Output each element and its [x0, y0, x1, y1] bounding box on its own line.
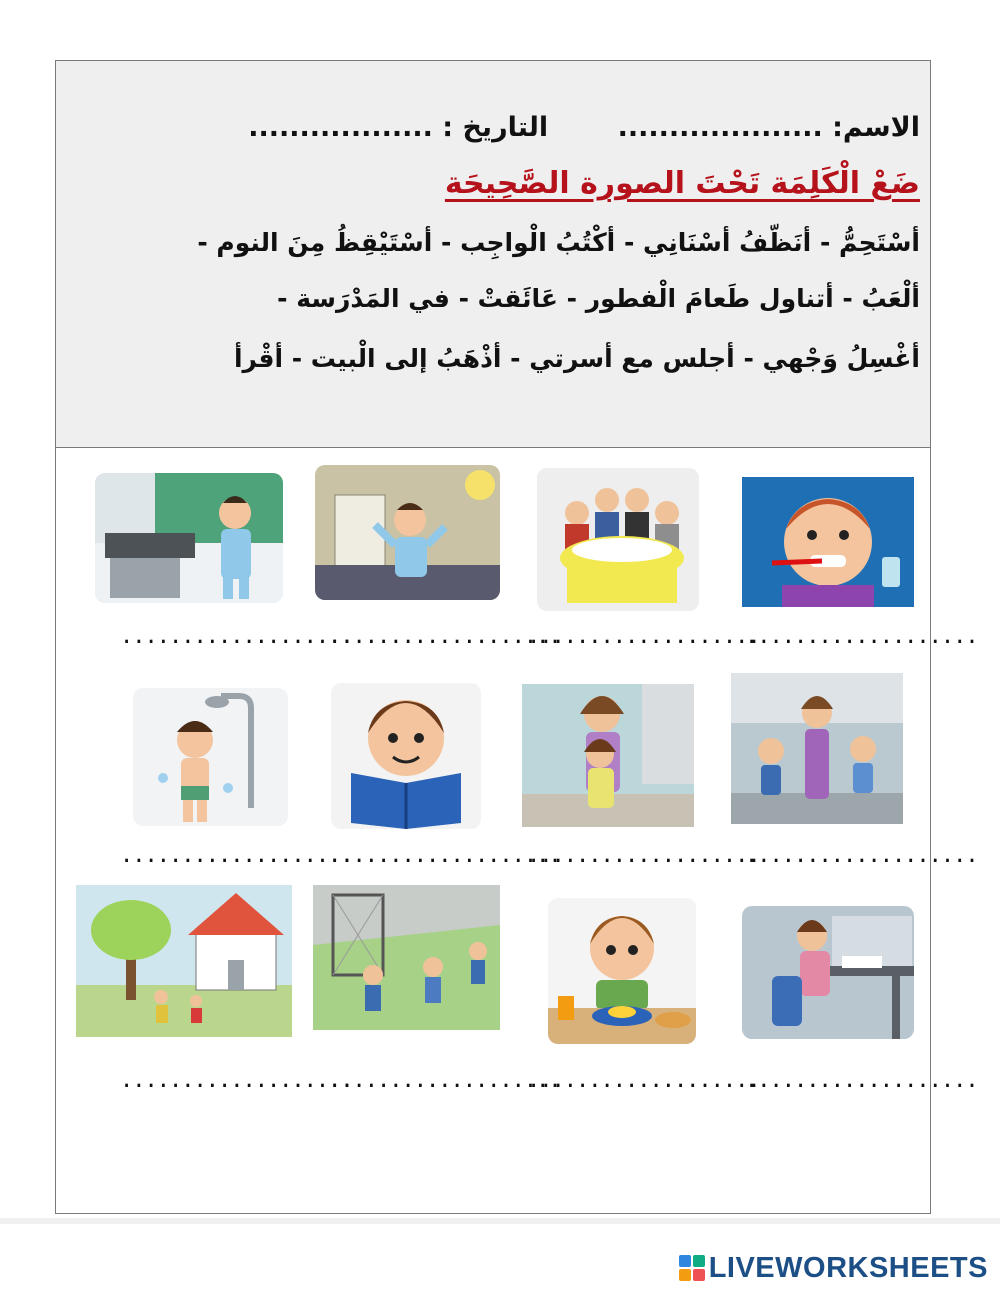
boy-eating-breakfast-picture [548, 898, 696, 1044]
answer-blank[interactable]: ................... [120, 624, 353, 649]
name-label: الاسم: .................... [617, 112, 920, 143]
boy-doing-homework-picture [742, 906, 914, 1039]
answer-blank[interactable]: ................... [120, 1068, 353, 1093]
answer-blank[interactable]: ................... [527, 624, 760, 649]
boy-washing-face-picture [95, 473, 283, 603]
answer-blank[interactable]: ................... [527, 1068, 760, 1093]
word-bank-line-3: أغْسِلُ وَجْهي - أجلس مع أسرتي - أذْهَبُ إلى الْبيت - أقْرأ [233, 344, 920, 373]
liveworksheets-logo[interactable] [679, 1252, 988, 1284]
instruction-title: ضَعْ الْكَلِمَة تَحْتَ الصورة الصَّحِيحَة [444, 166, 920, 201]
answer-blank[interactable]: ................... [120, 843, 353, 868]
boy-reading-book-picture [331, 683, 481, 829]
footer-divider [0, 1218, 1000, 1224]
children-playing-football-picture [313, 885, 500, 1030]
answer-blank[interactable]: ................... [328, 624, 561, 649]
name-date-line [248, 112, 920, 143]
brand-name: LIVEWORKSHEETS [708, 1251, 988, 1284]
boy-waking-up-picture [315, 465, 500, 600]
children-going-home-picture [76, 885, 292, 1037]
answer-blank[interactable]: ................... [745, 624, 978, 649]
family-dinner-picture [537, 468, 699, 611]
answer-blank[interactable]: ................... [745, 843, 978, 868]
word-bank-line-2: ألْعَبُ - أتناول طَعامَ الْفطور - عَائَقتْ - في المَدْرَسة - [277, 284, 920, 313]
word-bank-line-1: أسْتَحِمُّ - أنَظّفُ أسْنَانِي - أكْتُبُ الْواجِب - أسْتَيْقِظُ مِنَ النوم - [197, 228, 920, 257]
boy-shower-picture [133, 688, 288, 826]
answer-blank[interactable]: ................... [745, 1068, 978, 1093]
boy-brushing-teeth-picture [742, 477, 914, 607]
teacher-with-children-picture [731, 673, 903, 824]
mother-hugging-girl-picture [522, 684, 694, 827]
date-label: التاريخ : .................. [248, 112, 549, 143]
liveworksheets-icon [679, 1255, 705, 1281]
answer-blank[interactable]: ................... [328, 1068, 561, 1093]
answer-blank[interactable]: ................... [328, 843, 561, 868]
answer-blank[interactable]: ................... [527, 843, 760, 868]
